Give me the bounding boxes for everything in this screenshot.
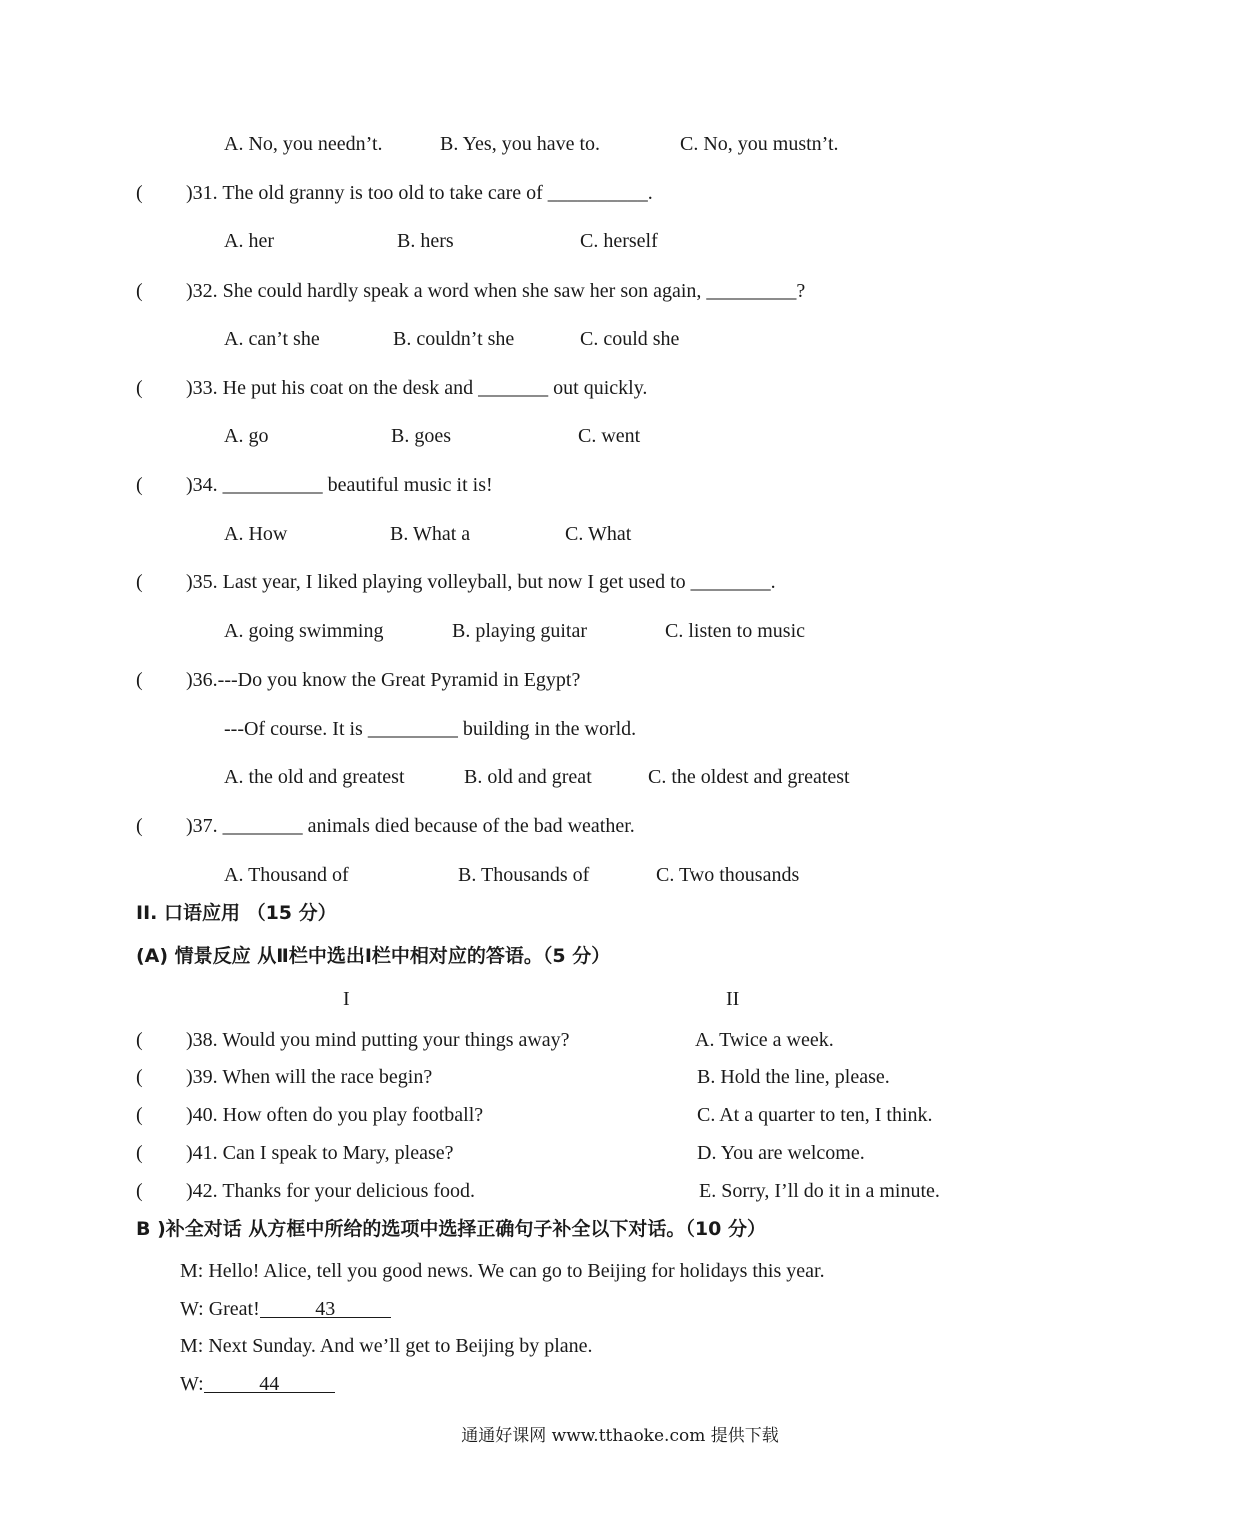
item-text: Thanks for your delicious food. (222, 1180, 476, 1202)
question-text: Last year, I liked playing volleyball, but now I get used to ________. (222, 571, 776, 593)
answer-paren-38: ( (136, 1029, 143, 1051)
q31-option-c: C. herself (580, 230, 658, 252)
match-answer-b: B. Hold the line, please. (697, 1066, 890, 1088)
q36-option-b: B. old and great (464, 766, 592, 788)
question-text: She could hardly speak a word when she saw her son again, _________? (222, 280, 806, 302)
column-2-header: II (726, 988, 740, 1010)
q32-option-b: B. couldn’t she (393, 328, 515, 350)
question-text: He put his coat on the desk and _______ out quickly. (222, 377, 648, 399)
answer-paren-36: ( (136, 669, 143, 691)
question-37 (186, 814, 635, 838)
answer-paren-42: ( (136, 1180, 143, 1202)
answer-paren-31: ( (136, 182, 143, 204)
q32-option-a: A. can’t she (224, 328, 320, 350)
q34-option-c: C. What (565, 523, 632, 545)
item-text: Can I speak to Mary, please? (222, 1142, 454, 1164)
item-text: How often do you play football? (222, 1104, 484, 1126)
question-number: )31. (186, 182, 218, 204)
q37-option-b: B. Thousands of (458, 864, 590, 886)
q37-option-a: A. Thousand of (224, 864, 349, 886)
q34-option-b: B. What a (390, 523, 471, 545)
q37-option-c: C. Two thousands (656, 864, 800, 886)
question-34 (186, 473, 493, 497)
question-number: )37. (186, 815, 218, 837)
question-text: ---Do you know the Great Pyramid in Egypt? (217, 669, 581, 691)
q31-option-a: A. her (224, 230, 274, 252)
match-item-41 (186, 1141, 454, 1165)
q36-option-a: A. the old and greatest (224, 766, 405, 788)
q33-option-b: B. goes (391, 425, 451, 447)
item-number: )42. (186, 1180, 218, 1202)
q30-option-c: C. No, you mustn’t. (680, 133, 839, 155)
answer-paren-39: ( (136, 1066, 143, 1088)
dialogue-speaker-text: W: Great! (180, 1298, 260, 1320)
question-36 (186, 668, 580, 692)
question-35 (186, 570, 776, 594)
match-answer-e: E. Sorry, I’ll do it in a minute. (699, 1180, 940, 1202)
question-number: )33. (186, 377, 218, 399)
match-item-39 (186, 1065, 432, 1089)
dialogue-line-2 (180, 1297, 391, 1321)
match-item-38 (186, 1028, 570, 1052)
part-b-title: B )补全对话 从方框中所给的选项中选择正确句子补全以下对话。（10 分） (136, 1218, 766, 1240)
item-number: )41. (186, 1142, 218, 1164)
blank-number: 44 (259, 1373, 280, 1395)
q33-option-a: A. go (224, 425, 269, 447)
answer-paren-32: ( (136, 280, 143, 302)
blank-number: 43 (315, 1298, 336, 1320)
item-text: When will the race begin? (222, 1066, 433, 1088)
part-a-title: (A) 情景反应 从Ⅱ栏中选出Ⅰ栏中相对应的答语。（5 分） (136, 945, 611, 967)
item-number: )40. (186, 1104, 218, 1126)
answer-paren-41: ( (136, 1142, 143, 1164)
q35-option-b: B. playing guitar (452, 620, 587, 642)
question-text: __________ beautiful music it is! (222, 474, 493, 496)
blank-43[interactable] (260, 1297, 391, 1318)
blank-44[interactable] (204, 1372, 335, 1393)
answer-paren-35: ( (136, 571, 143, 593)
dialogue-speaker-text: W: (180, 1373, 204, 1395)
answer-paren-34: ( (136, 474, 143, 496)
dialogue-line-4 (180, 1372, 335, 1396)
match-answer-d: D. You are welcome. (697, 1142, 865, 1164)
question-text: ________ animals died because of the bad weather. (222, 815, 635, 837)
q33-option-c: C. went (578, 425, 641, 447)
q30-option-a: A. No, you needn’t. (224, 133, 383, 155)
q32-option-c: C. could she (580, 328, 680, 350)
q34-option-a: A. How (224, 523, 288, 545)
answer-paren-33: ( (136, 377, 143, 399)
question-36-line2: ---Of course. It is _________ building in the world. (224, 718, 637, 740)
q35-option-a: A. going swimming (224, 620, 384, 642)
match-item-40 (186, 1103, 483, 1127)
match-answer-a: A. Twice a week. (695, 1029, 834, 1051)
question-33 (186, 376, 647, 400)
question-31 (186, 181, 653, 205)
question-number: )32. (186, 280, 218, 302)
question-number: )34. (186, 474, 218, 496)
match-item-42 (186, 1179, 475, 1203)
column-1-header: I (343, 988, 350, 1010)
answer-paren-37: ( (136, 815, 143, 837)
dialogue-line-1: M: Hello! Alice, tell you good news. We can go to Beijing for holidays this year. (180, 1260, 825, 1282)
question-number: )36. (186, 669, 218, 691)
question-number: )35. (186, 571, 218, 593)
section-2-title: II. 口语应用 （15 分） (136, 902, 337, 924)
dialogue-line-3: M: Next Sunday. And we’ll get to Beijing by plane. (180, 1335, 593, 1357)
q31-option-b: B. hers (397, 230, 454, 252)
question-text: The old granny is too old to take care of __________. (222, 182, 653, 204)
page-footer: 通通好课网 www.tthaoke.com 提供下载 (461, 1426, 779, 1446)
match-answer-c: C. At a quarter to ten, I think. (697, 1104, 933, 1126)
q35-option-c: C. listen to music (665, 620, 805, 642)
q30-option-b: B. Yes, you have to. (440, 133, 601, 155)
q36-option-c: C. the oldest and greatest (648, 766, 850, 788)
question-32 (186, 279, 805, 303)
answer-paren-40: ( (136, 1104, 143, 1126)
item-text: Would you mind putting your things away? (222, 1029, 570, 1051)
item-number: )39. (186, 1066, 218, 1088)
item-number: )38. (186, 1029, 218, 1051)
